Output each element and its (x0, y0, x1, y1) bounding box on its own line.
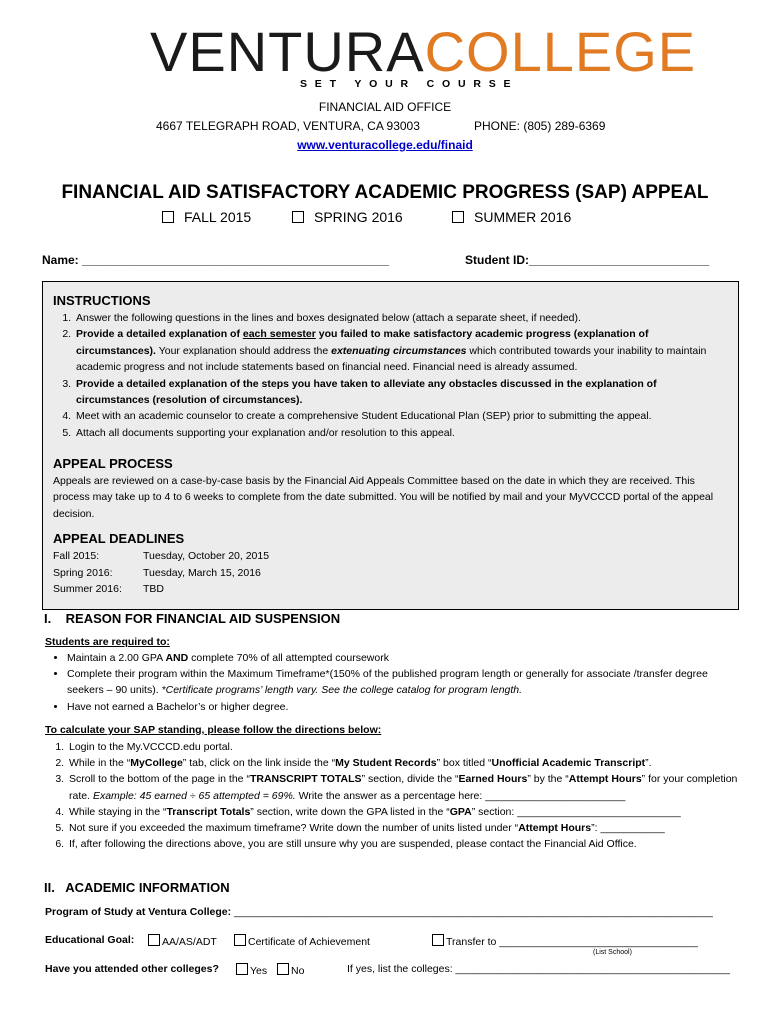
checkbox[interactable] (432, 934, 444, 946)
appeal-process-text: Appeals are reviewed on a case-by-case basis by the Financial Aid Appeals Committee based on the date in which they are received. This process may take up to 4 to 6 weeks to complete from the date submitted. You will be notified by mail and your MyVCCCD portal of the appeal decision. (53, 475, 714, 520)
step-item: 2. While in the “MyCollege” tab, click on the link inside the “My Student Records” box titled “Unofficial Academic Transcript”. (67, 755, 738, 771)
section1-heading: I. REASON FOR FINANCIAL AID SUSPENSION (44, 611, 341, 626)
requirement-item: • Complete their program within the Maximum Timeframe*(150% of the published program length or generally for associate /transfer degree seekers – 90 units). *Certificate programs’ length vary. See the college catalog for program length. (67, 666, 735, 698)
checkbox[interactable] (236, 963, 248, 975)
deadline-term: Spring 2016: (53, 567, 113, 579)
other-colleges-label: Have you attended other colleges? (45, 963, 219, 975)
checkbox[interactable] (148, 934, 160, 946)
steps-list (45, 739, 738, 852)
instruction-item: 2. Provide a detailed explanation of each semester you failed to make satisfactory academic progress (explanation of circumstances). Your explanation should address the extenuating circumstances which contributed towards your inability to maintain academic progress and not include statements based on financial need. Financial need is already assumed. (74, 326, 718, 375)
requirement-item: • Maintain a 2.00 GPA AND complete 70% of all attempted coursework (67, 650, 735, 666)
checkbox[interactable] (292, 211, 304, 223)
office-phone: PHONE: (805) 289-6369 (474, 119, 606, 133)
office-name: FINANCIAL AID OFFICE (318, 100, 452, 114)
step-item: 4. While staying in the “Transcript Totals” section, write down the GPA listed in the “GPA” section: ____________________________ (67, 804, 738, 820)
deadline-term: Fall 2015: (53, 550, 100, 562)
appeal-process-heading: APPEAL PROCESS (53, 456, 173, 471)
educational-goal-label: Educational Goal: (45, 934, 135, 946)
student-id-field[interactable]: Student ID:___________________________ (465, 253, 710, 267)
term-label: SUMMER 2016 (474, 209, 572, 225)
instruction-item: 1. Answer the following questions in the lines and boxes designated below (attach a separate sheet, if needed). (74, 310, 718, 326)
checkbox[interactable] (277, 963, 289, 975)
instruction-item: 4. Meet with an academic counselor to create a comprehensive Student Educational Plan (SEP) prior to submitting the appeal. (74, 408, 718, 424)
goal-option-aa[interactable]: AA/AS/ADT (148, 934, 217, 948)
instructions-heading: INSTRUCTIONS (53, 293, 151, 308)
step-item: 5. Not sure if you exceeded the maximum timeframe? Write down the number of units listed under “Attempt Hours”: ___________ (67, 820, 738, 836)
instruction-item: 5. Attach all documents supporting your explanation and/or resolution to this appeal. (74, 425, 718, 441)
other-colleges-no[interactable]: No (277, 963, 304, 977)
instructions-list (52, 310, 718, 441)
goal-option-transfer[interactable]: Transfer to __________________________________ (432, 934, 698, 948)
college-logo (150, 20, 697, 83)
requirement-item: • Have not earned a Bachelor’s or higher degree. (67, 699, 735, 715)
program-of-study-field[interactable]: Program of Study at Ventura College: __________________________________________________________________________________ (45, 906, 713, 918)
website-link[interactable]: www.venturacollege.edu/finaid (297, 138, 473, 152)
required-heading: Students are required to: (45, 636, 170, 648)
term-label: FALL 2015 (184, 209, 252, 225)
office-address: 4667 TELEGRAPH ROAD, VENTURA, CA 93003 (156, 119, 420, 133)
tagline: SET YOUR COURSE (300, 78, 519, 90)
name-field[interactable]: Name: ______________________________________________ (42, 253, 390, 267)
step-item: 3. Scroll to the bottom of the page in the “TRANSCRIPT TOTALS” section, divide the “Earned Hours” by the “Attempt Hours” for your completion rate. Example: 45 earned ÷ 65 attempted = 69%. Write the answer as a percentage here: ________________________ (67, 771, 738, 803)
term-label: SPRING 2016 (314, 209, 403, 225)
logo-text-orange: COLLEGE (424, 20, 697, 83)
instruction-item: 3. Provide a detailed explanation of the steps you have taken to alleviate any obstacles discussed in the explanation of circumstances (resolution of circumstances). (74, 376, 718, 409)
form-title: FINANCIAL AID SATISFACTORY ACADEMIC PROGRESS (SAP) APPEAL (61, 182, 709, 203)
logo-text-dark: VENTURA (150, 20, 425, 83)
term-option-spring[interactable] (292, 209, 403, 225)
term-option-summer[interactable] (452, 209, 571, 225)
appeal-deadlines-heading: APPEAL DEADLINES (53, 531, 185, 546)
calc-heading: To calculate your SAP standing, please follow the directions below: (45, 724, 382, 736)
step-item: 1. Login to the My.VCCCD.edu portal. (67, 739, 738, 755)
other-colleges-yes[interactable]: Yes (236, 963, 267, 977)
deadline-term: Summer 2016: (53, 583, 122, 595)
term-option-fall[interactable] (162, 209, 251, 225)
checkbox[interactable] (234, 934, 246, 946)
requirements-list (45, 650, 735, 715)
checkbox[interactable] (452, 211, 464, 223)
list-school-hint: (List School) (593, 949, 632, 956)
goal-option-certificate[interactable]: Certificate of Achievement (234, 934, 370, 948)
section2-heading: II. ACADEMIC INFORMATION (44, 880, 230, 895)
step-item: 6. If, after following the directions above, you are still unsure why you are suspended, please contact the Financial Aid Office. (67, 836, 738, 852)
deadline-date: Tuesday, March 15, 2016 (143, 567, 261, 579)
deadline-date: TBD (143, 583, 164, 595)
colleges-list-field[interactable]: If yes, list the colleges: _______________________________________________ (347, 963, 731, 975)
deadline-date: Tuesday, October 20, 2015 (143, 550, 270, 562)
checkbox[interactable] (162, 211, 174, 223)
